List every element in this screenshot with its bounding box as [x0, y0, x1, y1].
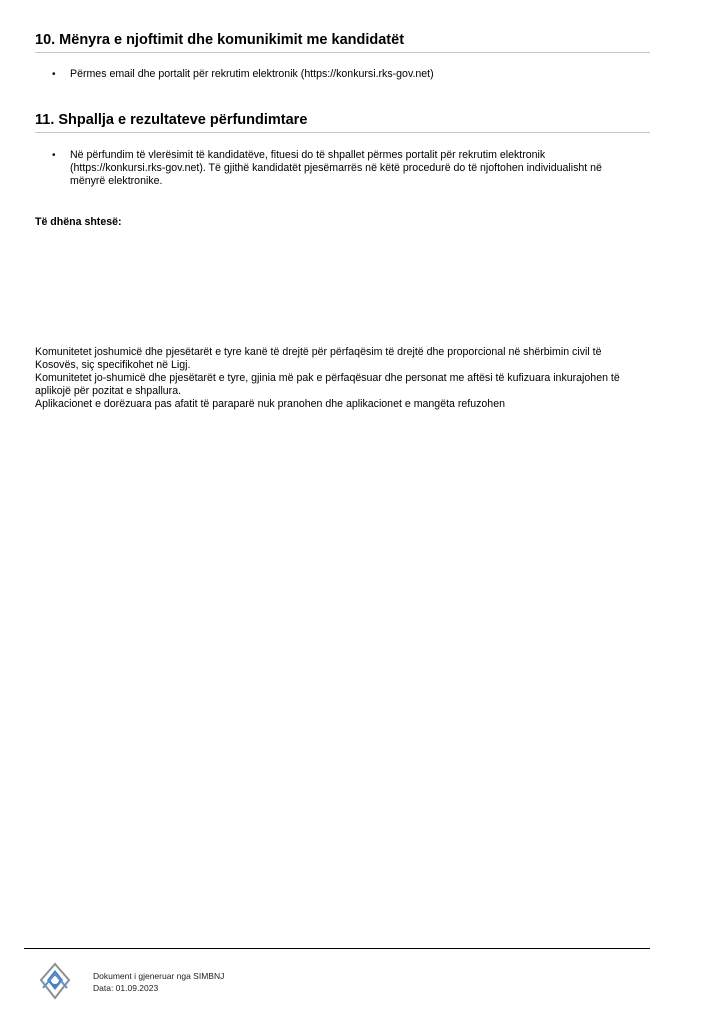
additional-paragraph: Komunitetet jo-shumicë dhe pjesëtarët e tyre, gjinia më pak e përfaqësuar dhe personat me aftësi të kufizuara inkurajohen të aplikojë për pozitat e shpallura. [35, 372, 620, 397]
section-10-heading: 10. Mënyra e njoftimit dhe komunikimit me kandidatët [35, 32, 650, 53]
footer-divider [24, 948, 650, 949]
section-11-list [52, 149, 632, 188]
simbnj-logo-icon [37, 962, 73, 1000]
additional-paragraph: Komunitetet joshumicë dhe pjesëtarët e tyre kanë të drejtë për përfaqësim të drejtë dhe proporcional në shërbimin civil të Kosovës, siç specifikohet në Ligj. [35, 346, 602, 371]
list-item-text: Përmes email dhe portalit për rekrutim elektronik (https://konkursi.rks-gov.net) [70, 68, 434, 80]
list-item [52, 149, 632, 188]
footer-text [93, 970, 224, 994]
footer-generated-by: Dokument i gjeneruar nga SIMBNJ [93, 971, 225, 981]
list-item-text: Në përfundim të vlerësimit të kandidatëve, fituesi do të shpallet përmes portalit për rekrutim elektronik (https://konkursi.rks-gov.net). Të gjithë kandidatët pjesëmarrës në këtë procedurë do të njoftohen individualisht në mënyrë elektronike. [70, 149, 602, 187]
list-item [52, 68, 632, 81]
section-10-list [52, 68, 632, 81]
additional-paragraph: Aplikacionet e dorëzuara pas afatit të paraparë nuk pranohen dhe aplikacionet e mangëta refuzohen [35, 398, 505, 410]
footer-date: Data: 01.09.2023 [93, 983, 159, 993]
bullet-icon: • [52, 69, 56, 80]
additional-info-label: Të dhëna shtesë: [35, 216, 122, 228]
additional-info-text [35, 346, 625, 411]
section-11-heading: 11. Shpallja e rezultateve përfundimtare [35, 112, 650, 133]
bullet-icon: • [52, 150, 56, 161]
